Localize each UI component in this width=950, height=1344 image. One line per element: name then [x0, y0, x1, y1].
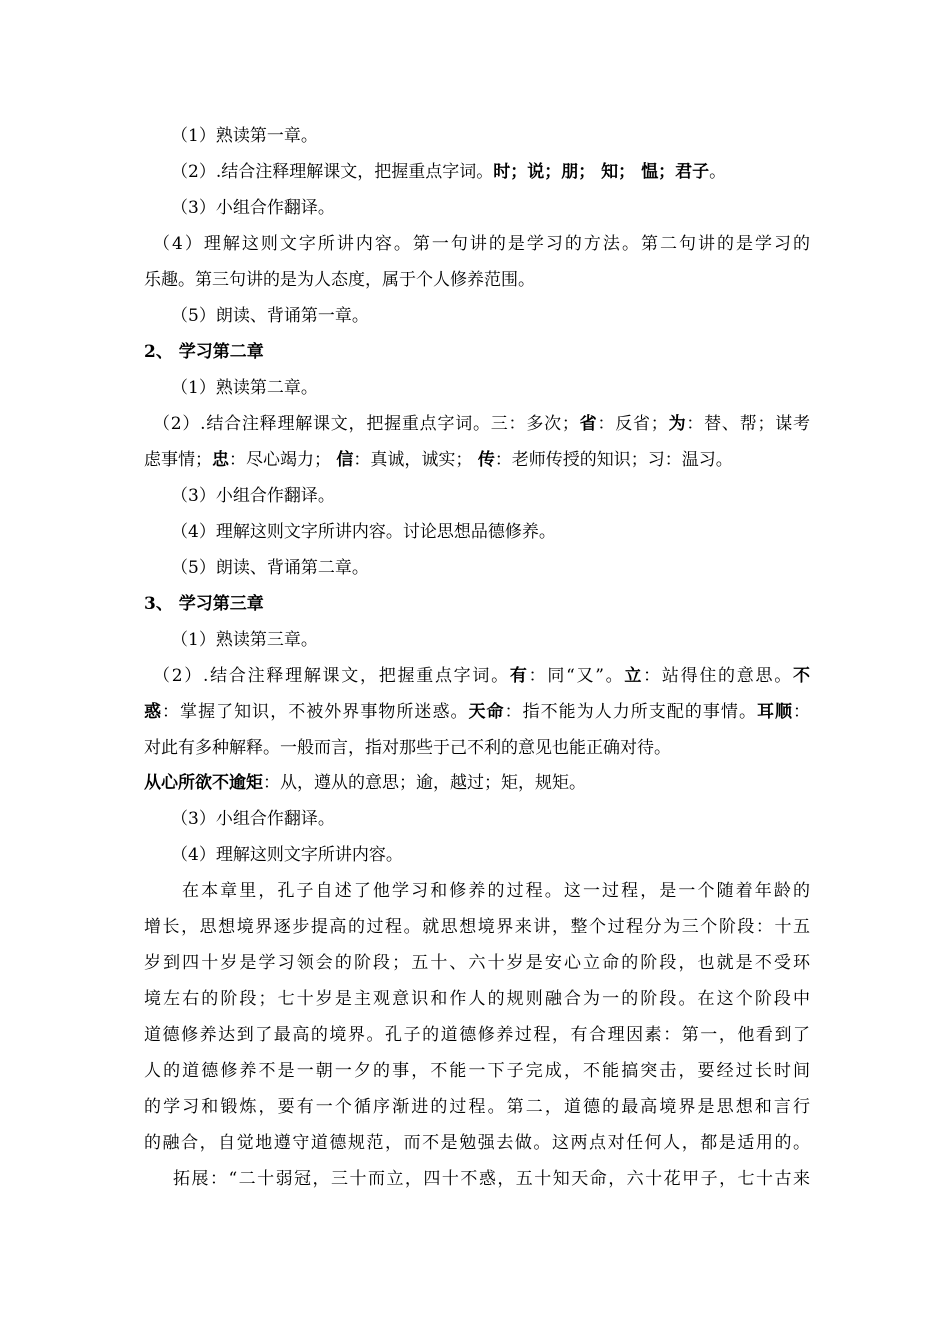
- paragraph-line: [144, 449, 810, 471]
- text-segment: （2）.结合注释理解课文，把握重点字词。: [171, 162, 494, 182]
- text-segment: （1）熟读第一章。: [171, 126, 318, 146]
- key-word: 信: [336, 450, 354, 470]
- text-segment: （4）理解这则文字所讲内容。: [171, 845, 403, 865]
- heading-text: 3、 学习第三章: [144, 594, 264, 614]
- step-translate-chapter-3: [171, 808, 810, 830]
- paragraph-line: [144, 701, 810, 723]
- key-word: 忠: [212, 450, 229, 470]
- text-segment: ：老师传授的知识；习：温习。: [494, 450, 733, 470]
- key-word: 不: [793, 666, 810, 686]
- text-segment: （5）朗读、背诵第一章。: [171, 306, 369, 326]
- paragraph-line-extension: [173, 1168, 810, 1190]
- text-segment: 对此有多种解释。一般而言，指对那些于己不利的意见也能正确对待。: [144, 738, 671, 758]
- section-heading-chapter-3: [144, 593, 810, 615]
- step-understand-chapter-2: [171, 521, 810, 543]
- paragraph-line: [144, 1060, 810, 1082]
- paragraph-line: [144, 269, 810, 291]
- key-word: 耳顺: [756, 702, 794, 722]
- text-segment: 境左右的阶段；七十岁是主观意识和作人的规则融合为一的阶段。在这个阶段中: [144, 989, 810, 1009]
- step-recite-chapter-2: [171, 557, 810, 579]
- text-segment: （1）熟读第三章。: [171, 630, 318, 650]
- step-read-chapter-1: [171, 125, 810, 147]
- paragraph-line: [144, 1024, 810, 1046]
- step-key-words-chapter-1: [171, 161, 810, 183]
- text-segment: 岁到四十岁是学习领会的阶段；五十、六十岁是安心立命的阶段，也就是不受环: [144, 953, 810, 973]
- step-key-words-chapter-3: [153, 665, 810, 687]
- step-understand-chapter-3: [171, 844, 810, 866]
- text-segment: ：同“又”。: [528, 666, 625, 686]
- text-segment: （3）小组合作翻译。: [171, 198, 335, 218]
- paragraph-line: [144, 737, 810, 759]
- text-segment: ：反省；: [597, 414, 668, 434]
- text-segment: 在本章里，孔子自述了他学习和修养的过程。这一过程，是一个随着年龄的: [182, 881, 810, 901]
- text-segment: 虑事情；: [144, 450, 212, 470]
- text-segment: ：指不能为人力所支配的事情。: [504, 702, 757, 722]
- text-segment: （4）理解这则文字所讲内容。第一句讲的是学习的方法。第二句讲的是学习的: [153, 234, 810, 254]
- text-segment: （5）朗读、背诵第二章。: [171, 558, 369, 578]
- key-word: 有: [509, 666, 529, 686]
- text-segment: （1）熟读第二章。: [171, 378, 318, 398]
- key-word-list: 时；说；朋； 知； 愠；君子: [493, 162, 710, 182]
- paragraph-line: [144, 1096, 810, 1118]
- paragraph-line: [144, 772, 810, 794]
- section-heading-chapter-2: [144, 341, 810, 363]
- step-key-words-chapter-2: [153, 413, 810, 435]
- text-segment: ：替、帮；谋考: [686, 414, 811, 434]
- key-word: 立: [624, 666, 644, 686]
- paragraph-line: [182, 880, 810, 902]
- text-segment: （2）.结合注释理解课文，把握重点字词。三：多次；: [153, 414, 579, 434]
- step-recite-chapter-1: [171, 305, 810, 327]
- step-understand-chapter-1: [153, 233, 810, 255]
- key-word: 天命: [468, 702, 505, 722]
- paragraph-line: [144, 952, 810, 974]
- text-segment: 的学习和锻炼，要有一个循序渐进的过程。第二，道德的最高境界是思想和言行: [144, 1097, 810, 1117]
- key-word: 为: [667, 414, 687, 434]
- text-segment: ：站得住的意思。: [643, 666, 793, 686]
- text-segment: （3）小组合作翻译。: [171, 486, 335, 506]
- paragraph-line: [144, 988, 810, 1010]
- step-read-chapter-3: [171, 629, 810, 651]
- text-segment: 的融合，自觉地遵守道德规范，而不是勉强去做。这两点对任何人，都是适用的。: [144, 1133, 810, 1153]
- text-segment: （4）理解这则文字所讲内容。讨论思想品德修养。: [171, 522, 556, 542]
- text-segment: ：从，遵从的意思；逾，越过；矩，规矩。: [263, 773, 586, 793]
- text-segment: （2）.结合注释理解课文，把握重点字词。: [153, 666, 510, 686]
- step-translate-chapter-2: [171, 485, 810, 507]
- text-segment: 拓展：“二十弱冠，三十而立，四十不惑，五十知天命，六十花甲子，七十古来: [173, 1169, 810, 1189]
- step-translate-chapter-1: [171, 197, 810, 219]
- step-read-chapter-2: [171, 377, 810, 399]
- text-segment: 乐趣。第三句讲的是为人态度，属于个人修养范围。: [144, 270, 535, 290]
- text-segment: （3）小组合作翻译。: [171, 809, 335, 829]
- text-segment: 人的道德修养不是一朝一夕的事，不能一下子完成，不能搞突击，要经过长时间: [144, 1061, 810, 1081]
- text-segment: ：尽心竭力；: [229, 450, 337, 470]
- text-segment: 道德修养达到了最高的境界。孔子的道德修养过程，有合理因素：第一，他看到了: [144, 1025, 810, 1045]
- text-segment: ：真诚，诚实；: [353, 450, 478, 470]
- text-segment: ：: [793, 702, 811, 722]
- key-word: 省: [578, 414, 598, 434]
- key-word: 惑: [144, 702, 163, 722]
- text-segment: ：掌握了知识，不被外界事物所迷惑。: [162, 702, 469, 722]
- paragraph-line: [144, 1132, 810, 1154]
- paragraph-line: [144, 916, 810, 938]
- key-word: 传: [477, 450, 495, 470]
- text-segment: 增长，思想境界逐步提高的过程。就思想境界来讲，整个过程分为三个阶段：十五: [144, 917, 810, 937]
- key-word: 从心所欲不逾矩: [144, 773, 263, 793]
- heading-text: 2、 学习第二章: [144, 342, 264, 362]
- text-segment: 。: [709, 162, 727, 182]
